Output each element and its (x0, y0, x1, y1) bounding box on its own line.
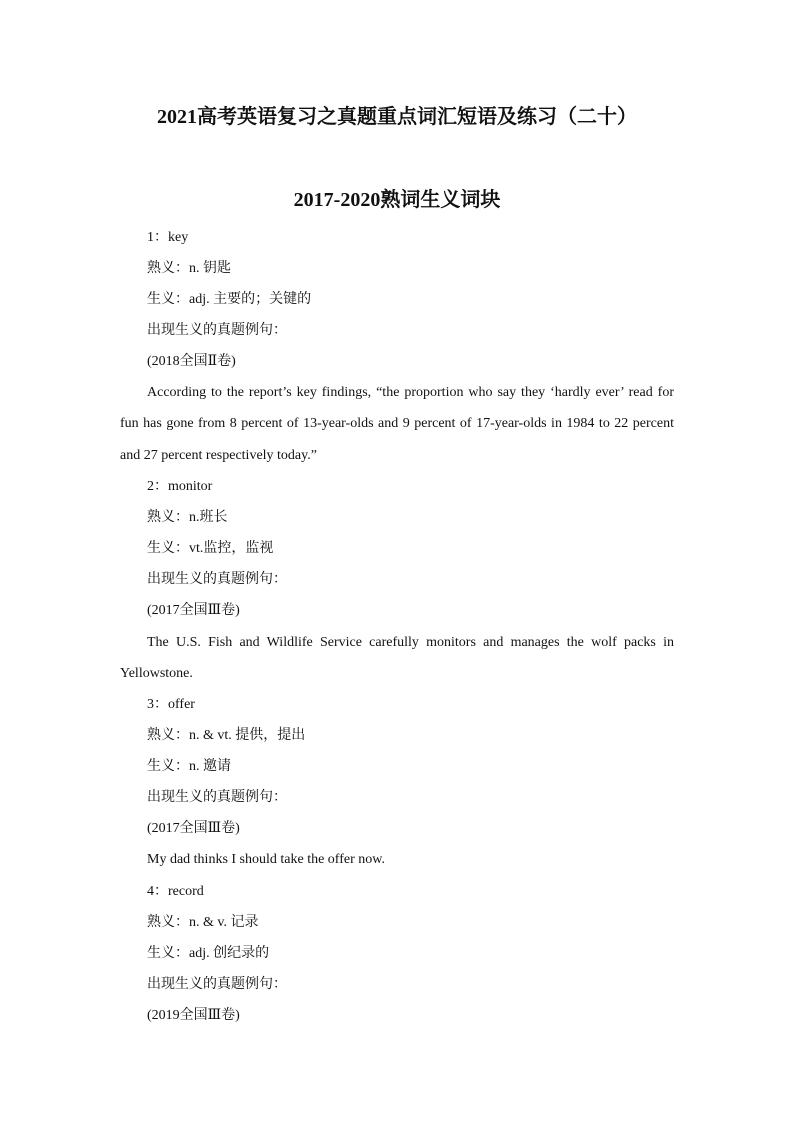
entry-example-label: 出现生义的真题例句： (147, 790, 287, 805)
entry-new-meaning: 生义：adj. 创纪录的 (147, 946, 270, 961)
entry-new-meaning: 生义：n. 邀请 (147, 759, 231, 774)
entry-example-sentence: According to the report’s key findings, “the proportion who say they ‘hardly ever’ read for fun has gone from 8 percent of 13-year-olds and 9 percent of 17-year-olds in 1984 to 22 percent and 27 percent respectively today.” (120, 385, 674, 463)
entry-source: (2019全国Ⅲ卷) (147, 1008, 240, 1023)
entry-word: 1：key (147, 230, 189, 245)
entry-example-label: 出现生义的真题例句： (147, 323, 287, 338)
entry-familiar-meaning: 熟义：n. 钥匙 (147, 261, 231, 276)
entry-example-label: 出现生义的真题例句： (147, 572, 287, 587)
entry-example-sentence: The U.S. Fish and Wildlife Service carefully monitors and manages the wolf packs in Yellowstone. (120, 635, 674, 682)
entry-source: (2017全国Ⅲ卷) (147, 603, 240, 618)
entry-example-sentence: My dad thinks I should take the offer now. (147, 852, 385, 867)
entry-word: 2：monitor (147, 479, 213, 494)
entry-example-label: 出现生义的真题例句： (147, 977, 287, 992)
entry-source: (2018全国Ⅱ卷) (147, 354, 236, 369)
document-subtitle: 2017-2020熟词生义词块 (293, 189, 501, 211)
entry-new-meaning: 生义：vt.监控，监视 (147, 541, 274, 556)
entry-new-meaning: 生义：adj. 主要的；关键的 (147, 292, 312, 307)
entry-source: (2017全国Ⅲ卷) (147, 821, 240, 836)
entry-familiar-meaning: 熟义：n. & v. 记录 (147, 915, 259, 930)
entry-word: 4：record (147, 884, 204, 899)
entry-familiar-meaning: 熟义：n.班长 (147, 510, 228, 525)
document-title: 2021高考英语复习之真题重点词汇短语及练习（二十） (157, 106, 637, 128)
entry-familiar-meaning: 熟义：n. & vt. 提供，提出 (147, 728, 306, 743)
entry-word: 3：offer (147, 697, 195, 712)
